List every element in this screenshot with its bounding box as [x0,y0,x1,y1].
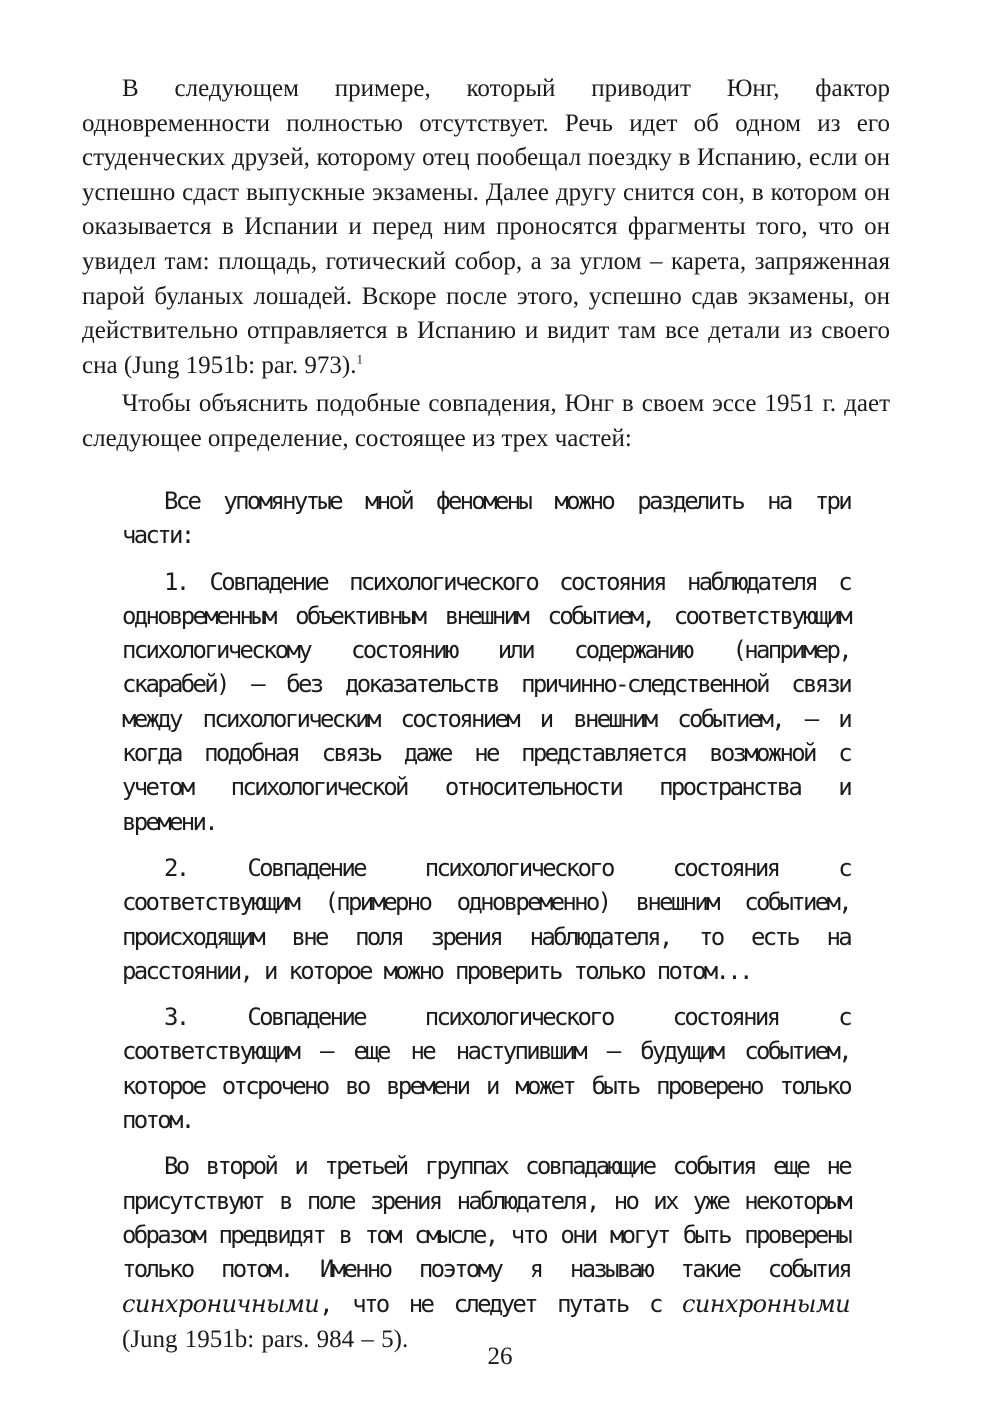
citation: (Jung 1951b: pars. 984 – 5). [122,1325,409,1353]
quote-item-1: 1. Совпадение психологического состояния наблюдателя с одновременным объективным внешним событием, соответствующим психологическому состоянию или содержанию (например, скарабей) – без доказательств причинно-следственной связи между психологическим состоянием и внешним событием, – и когда подобная связь даже не представляется возможной с учетом психологической относительности пространства и времени. [122,567,850,836]
quote-closing-text: Во второй и третьей группах совпадающие события еще не присутствуют в поле зрения наблюдателя, но их уже некоторым образом предвидят в том смысле, что они могут быть проверены только потом. Именно поэтому я называю такие события [122,1152,850,1284]
paragraph [82,387,890,456]
emphasis-term: синхроничными [122,1289,320,1318]
quote-item-3: 3. Совпадение психологического состояния с соответствующим – еще не наступившим – будущим событием, которое отсрочено во времени и может быть проверено только потом. [122,1003,850,1135]
emphasis-term: синхронными [682,1289,850,1318]
block-quote [122,484,850,1357]
paragraph-text: Чтобы объяснить подобные совпадения, Юнг в своем эссе 1951 г. дает следующее определение, состоящее из трех частей: [82,390,890,452]
quote-intro: Все упомянутые мной феномены можно разделить на три части: [122,487,850,550]
paragraph-text: В следующем примере, который приводит Юнг, фактор одновременности полностью отсутствует. Речь идет об одном из его студенческих друзей, которому отец пообещал поездку в Испанию, если он успешно сдаст выпускные экзамены. Далее другу снится сон, в котором он оказывается в Испании и перед ним проносятся фрагменты того, что он увидел там: площадь, готический собор, а за углом – карета, запряженная парой буланых лошадей. Вскоре после этого, успешно сдав экзамены, он действительно отправляется в Испанию и видит там все детали из своего сна (Jung 1951b: par. 973). [82,75,890,379]
quote-closing-text: , что не следует путать с [319,1289,683,1318]
main-text [82,72,890,457]
page-number: 26 [487,1343,513,1370]
quote-item-2: 2. Совпадение психологического состояния с соответствующим (примерно одновременно) внешним событием, происходящим вне поля зрения наблюдателя, то есть на расстоянии, и которое можно проверить только потом... [122,853,850,985]
footnote-marker[interactable]: 1 [356,351,363,367]
paragraph [82,72,890,383]
quote-closing [122,1149,850,1357]
